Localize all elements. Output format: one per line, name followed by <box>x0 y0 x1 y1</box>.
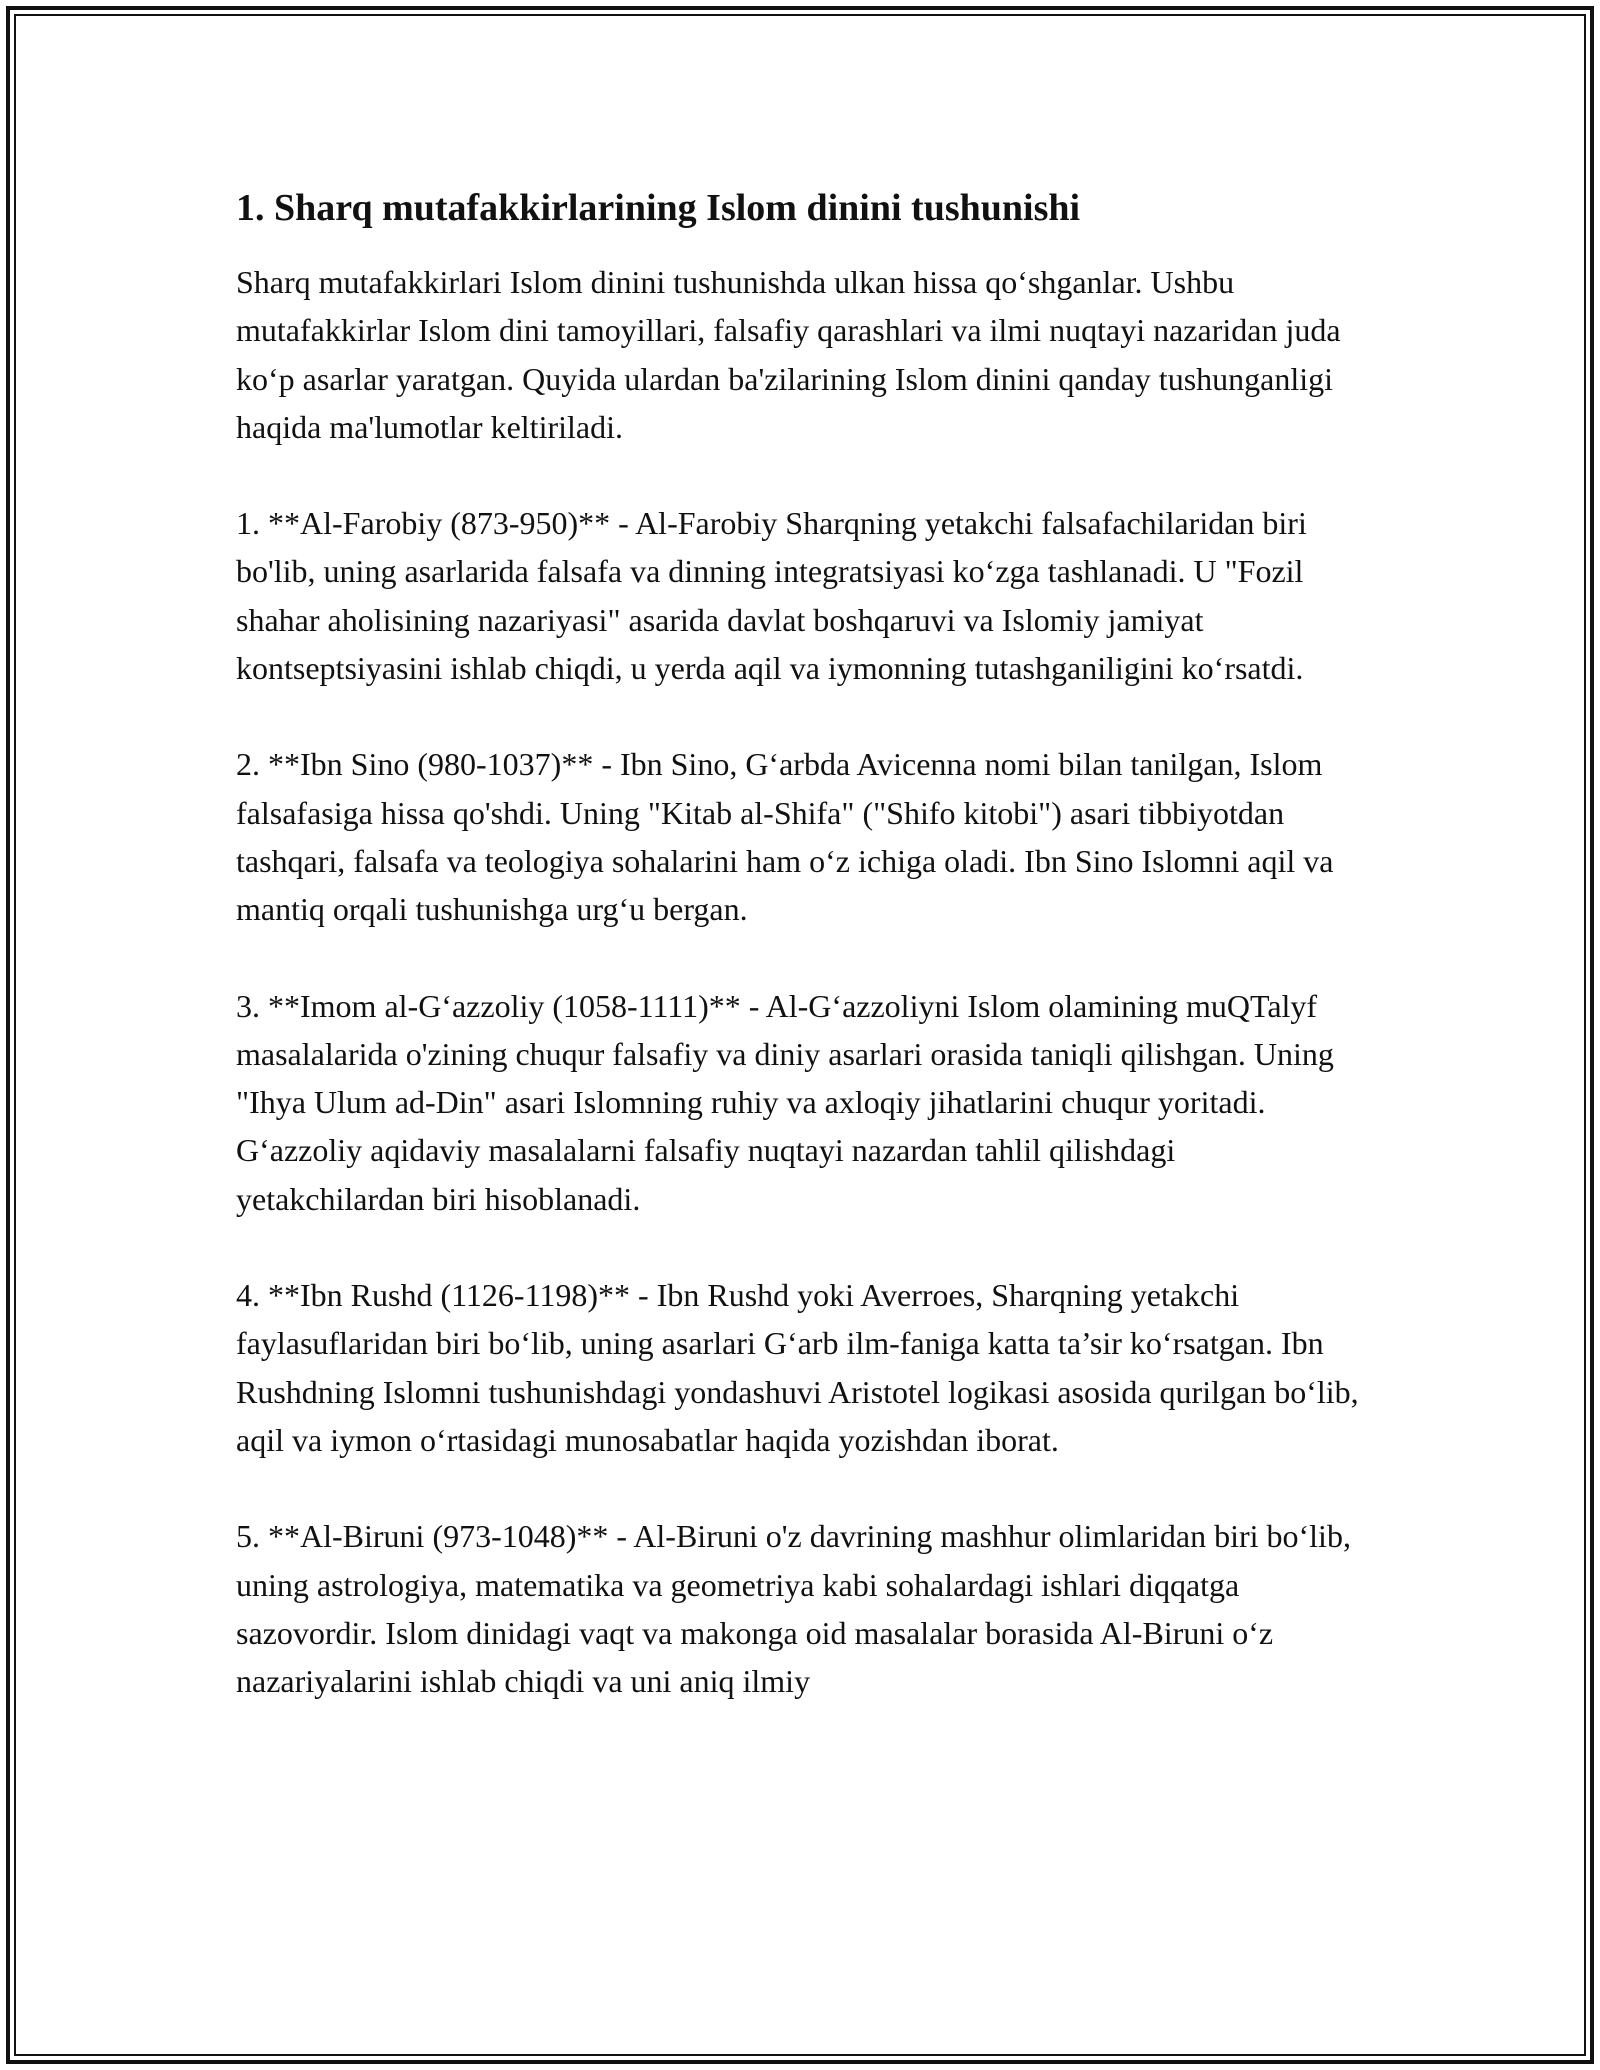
paragraph-al-biruni: 5. **Al-Biruni (973-1048)** - Al-Biruni o'z davrining mashhur olimlaridan biri bo‘lib, uning astrologiya, matematika va geometriya kabi sohalardagi ishlari diqqatga sazovordir. Islom dinidagi vaqt va makonga oid masalalar borasida Al-Biruni o‘z nazariyalarini ishlab chiqdi va uni aniq ilmiy <box>236 1518 1351 1700</box>
paragraph-al-gazzoliy: 3. **Imom al-G‘azzoliy (1058-1111)** - Al-G‘azzoliyni Islom olamining muQTalyf masalalarida o'zining chuqur falsafiy va diniy asarlari orasida taniqli qilishgan. Uning "Ihya Ulum ad-Din" asari Islomning ruhiy va axloqiy jihatlarini chuqur yoritadi. G‘azzoliy aqidaviy masalalarni falsafiy nuqtayi nazardan tahlil qilishdagi yetakchilardan biri hisoblanadi. <box>236 987 1334 1217</box>
paragraph-ibn-sino: 2. **Ibn Sino (980-1037)** - Ibn Sino, G‘arbda Avicenna nomi bilan tanilgan, Islom falsafasiga hissa qo'shdi. Uning "Kitab al-Shifa" ("Shifo kitobi") asari tibbiyotdan tashqari, falsafa va teologiya sohalarini ham o‘z ichiga oladi. Ibn Sino Islomni aqil va mantiq orqali tushunishga urg‘u bergan. <box>236 746 1334 928</box>
paragraph-ibn-rushd: 4. **Ibn Rushd (1126-1198)** - Ibn Rushd yoki Averroes, Sharqning yetakchi faylasuflaridan biri bo‘lib, uning asarlari G‘arb ilm-faniga katta ta’sir ko‘rsatgan. Ibn Rushdning Islomni tushunishdagi yondashuvi Aristotel logikasi asosida qurilgan bo‘lib, aqil va iymon o‘rtasidagi munosabatlar haqida yozishdan iborat. <box>236 1277 1359 1458</box>
section-heading: 1. Sharq mutafakkirlarining Islom dinini tushunishi <box>236 187 1081 229</box>
document-body <box>236 184 1366 1753</box>
intro-paragraph: Sharq mutafakkirlari Islom dinini tushunishda ulkan hissa qo‘shganlar. Ushbu mutafakkirlar Islom dini tamoyillari, falsafiy qarashlari va ilmi nuqtayi nazaridan juda ko‘p asarlar yaratgan. Quyida ulardan ba'zilarining Islom dinini qanday tushunganligi haqida ma'lumotlar keltiriladi. <box>236 264 1341 445</box>
paragraph-al-farobiy: 1. **Al-Farobiy (873-950)** - Al-Farobiy Sharqning yetakchi falsafachilaridan biri bo'lib, uning asarlarida falsafa va dinning integratsiyasi ko‘zga tashlanadi. U "Fozil shahar aholisining nazariyasi" asarida davlat boshqaruvi va Islomiy jamiyat kontseptsiyasini ishlab chiqdi, u yerda aqil va iymonning tutashganiligini ko‘rsatdi. <box>236 505 1307 687</box>
